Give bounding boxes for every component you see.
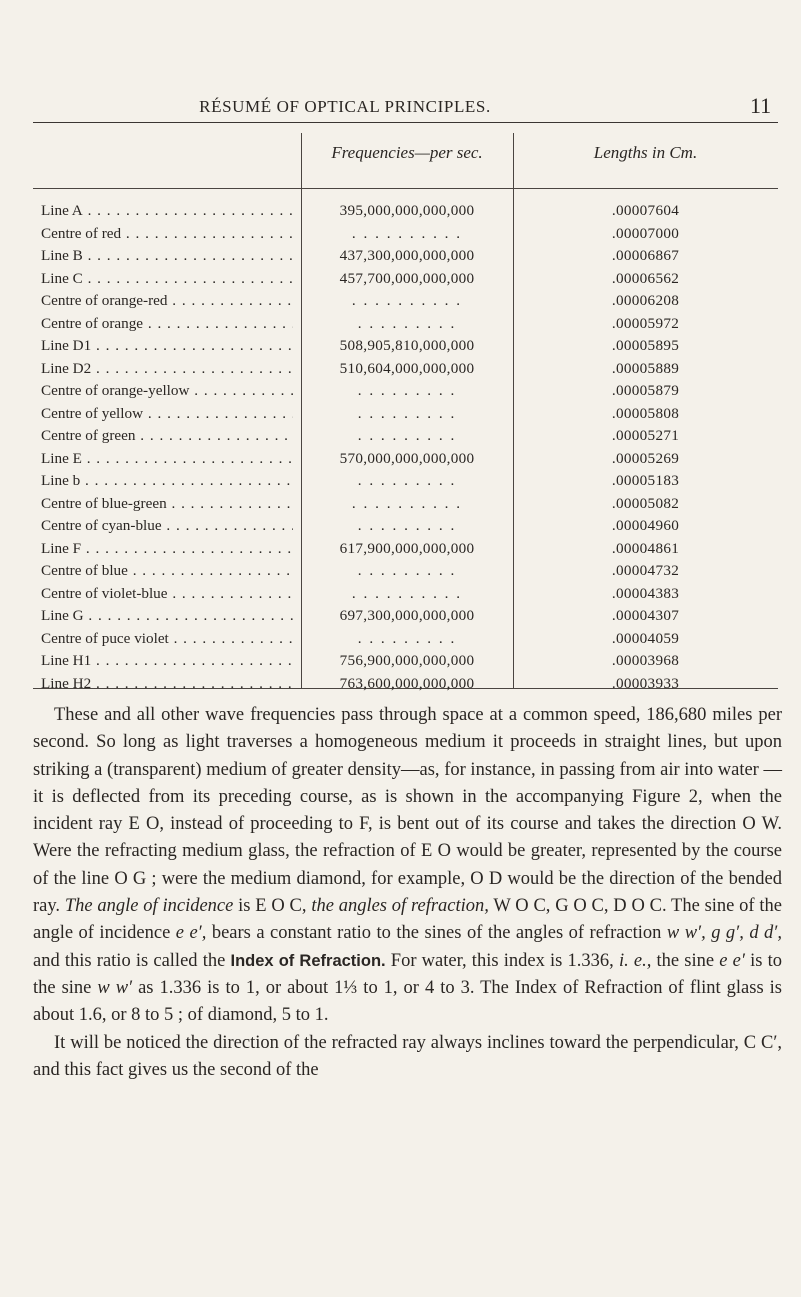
text-run: and this ratio is called the [33,950,231,971]
row-label: Line B . . . [41,247,293,265]
row-frequency: . . . . . . . . . . [351,494,463,512]
bold-term: Index of Refraction. [230,951,386,970]
row-frequency: . . . . . . . . . [357,472,457,489]
row-length: .00007000 [611,224,680,242]
row-length: .00005895 [611,337,680,354]
table-row [33,607,778,630]
table-row [33,540,778,563]
table-row [33,225,778,248]
row-label: Line D2 . . . [41,360,293,378]
row-frequency: . . . . . . . . . [357,517,457,534]
table-row [33,405,778,428]
page-number: 11 [750,93,772,118]
row-label: Centre of puce violet . . . [41,630,293,648]
row-length: .00005082 [611,494,680,512]
row-label: Centre of orange-yellow . . . [41,382,293,400]
italic-term: e e′ [719,950,745,971]
row-length: .00005879 [611,382,680,399]
row-label: Centre of orange . . . [41,315,293,333]
table-row [33,585,778,608]
text-run: bears a constant ratio to the sines of the angles of refraction [206,923,667,944]
table-row [33,360,778,383]
row-length: .00005889 [611,359,680,377]
table-row [33,337,778,360]
table-row [33,495,778,518]
italic-term: w w′, g g′, d d′, [666,923,782,944]
row-length: .00007604 [611,202,680,219]
row-label: Line E . . . [41,450,293,468]
row-label: Line F . . . [41,540,293,558]
row-frequency: 697,300,000,000,000 [339,607,475,624]
row-length: .00005808 [611,404,680,422]
text-run: is to the sine [33,950,782,998]
row-frequency: 395,000,000,000,000 [339,202,475,219]
row-label: Centre of violet-blue . . . [41,585,293,603]
row-frequency: . . . . . . . . . [357,629,457,647]
row-label: Centre of orange-red . . . [41,292,293,310]
row-frequency: . . . . . . . . . [357,314,457,332]
header-rule [33,122,778,123]
italic-term: e e′, [175,923,207,944]
table-row [33,472,778,495]
table-row [33,315,778,338]
row-length: .00006208 [611,292,680,309]
table-row [33,270,778,293]
row-frequency: 617,900,000,000,000 [339,539,475,557]
table-row [33,517,778,540]
row-frequency: . . . . . . . . . [357,427,457,444]
row-label: Centre of blue . . . [41,562,293,580]
paragraph [33,702,782,1030]
running-head: RÉSUMÉ OF OPTICAL PRINCIPLES. [199,97,491,116]
row-length: .00005271 [611,427,680,444]
row-frequency: 457,700,000,000,000 [339,269,475,287]
row-length: .00004960 [611,517,680,534]
row-label: Line D1 . . . [41,337,293,355]
row-length: .00004861 [611,539,680,557]
row-label: Centre of cyan-blue . . . [41,517,293,535]
paragraph: It will be noticed the direction of the refracted ray always inclines toward the perpendicular, C C′, and this fact gives us the second of the [33,1032,782,1080]
table-row [33,675,778,698]
row-label: Centre of green . . . [41,427,293,445]
row-frequency: 756,900,000,000,000 [339,652,475,669]
row-length: .00004383 [611,584,680,602]
text-run: as 1.336 is to 1, or about 1⅓ to 1, or 4 to 3. The Index of Refraction of flint glass is about 1.6, or 8 to 5 ; of diamond, 5 to 1. [33,977,782,1026]
row-frequency: 570,000,000,000,000 [339,449,475,467]
row-frequency: . . . . . . . . . . [351,584,463,602]
length-column-header: Lengths in Cm. [593,143,698,162]
text-run: W O C, G O C, D O C. The sine of the angle of incidence [33,896,782,944]
row-length: .00004307 [611,607,680,624]
text-run: the sine [651,950,720,971]
row-label: Centre of yellow . . . [41,405,293,423]
text-run: For water, this index is 1.336, [385,950,619,971]
italic-term: the angles of refraction, [311,896,489,917]
row-length: .00005183 [611,472,680,489]
table-row [33,450,778,473]
text-run: These and all other wave frequencies pass through space at a common speed, 186,680 miles per second. So long as light traverses a homogeneous medium it proceeds in straight lines, but upon striking a (transparent) medium of greater density—as, for instance, in passing from air into water —it is deflected from its preceding course, as is shown in the accompanying Figure 2, when the incident ray E O, instead of proceeding to F, is bent out of its course and takes the direction O W. Were the refracting medium glass, the refraction of E O would be greater, represented by the course of the line O G ; were the medium diamond, for example, O D would be the direction of the bended ray. [33,705,782,917]
table-row [33,247,778,270]
row-length: .00003933 [611,674,680,692]
row-frequency: . . . . . . . . . . [351,224,463,242]
table-row [33,630,778,653]
italic-term: w w′ [97,977,133,998]
row-length: .00004732 [611,562,680,579]
italic-term: The angle of incidence [64,896,234,917]
row-frequency: 510,604,000,000,000 [339,359,475,377]
row-frequency: . . . . . . . . . [357,404,457,422]
row-length: .00005269 [611,449,680,467]
frequency-column-header: Frequencies—per sec. [331,143,483,162]
page-header [0,93,801,125]
table-row [33,292,778,315]
table-row [33,427,778,450]
text-run: is E O C, [233,896,312,917]
row-frequency: . . . . . . . . . . [351,292,463,309]
row-frequency: 508,905,810,000,000 [339,337,475,354]
row-label: Centre of red . . . [41,225,293,243]
row-label: Line H1 . . . [41,652,293,670]
header-rule [33,188,778,189]
row-frequency: 437,300,000,000,000 [339,247,475,264]
row-frequency: 763,600,000,000,000 [339,674,475,692]
row-label: Centre of blue-green . . . [41,495,293,513]
row-label: Line A . . . [41,202,293,220]
table-body [33,202,778,697]
row-length: .00005972 [611,314,680,332]
table-row [33,382,778,405]
row-length: .00004059 [611,629,680,647]
table-row [33,562,778,585]
body-text [33,702,782,1084]
row-label: Line H2 . . . [41,675,293,693]
row-length: .00006562 [611,269,680,287]
table-row [33,652,778,675]
row-length: .00003968 [611,652,680,669]
row-label: Line b . . . [41,472,293,490]
row-frequency: . . . . . . . . . [357,382,457,399]
table-row [33,202,778,225]
row-label: Line G . . . [41,607,293,625]
row-length: .00006867 [611,247,680,264]
italic-term: i. e., [618,950,652,971]
spectral-lines-table [33,133,778,692]
row-label: Line C . . . [41,270,293,288]
row-frequency: . . . . . . . . . [357,562,457,579]
